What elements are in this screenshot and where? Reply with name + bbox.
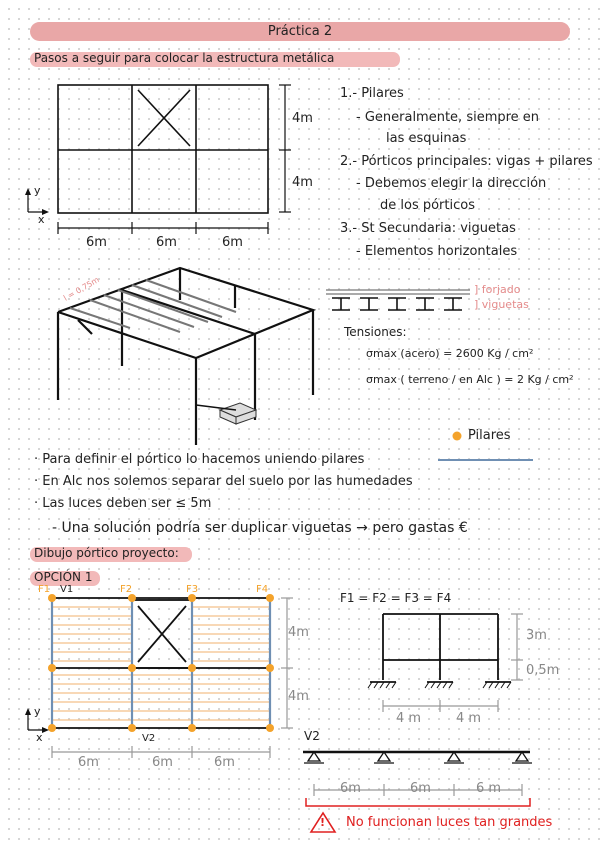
frame-dim-w2: 4 m <box>456 711 482 726</box>
step-2: 2.- Pórticos principales: vigas + pilares <box>340 154 593 169</box>
plan2-dim-w1: 6m <box>78 755 99 770</box>
pilar-label-f3: F3 <box>186 584 199 595</box>
plan2-dim-w2: 6m <box>152 755 173 770</box>
opcion-heading: OPCIÓN 1 <box>34 570 93 584</box>
step-3-detail-a: - Elementos horizontales <box>356 244 518 259</box>
pilar-label-f2: F2 <box>120 584 133 595</box>
step-1-detail-b: las esquinas <box>386 131 467 146</box>
legend-pilares-label: Pilares <box>468 428 511 443</box>
frame-dim-h1: 3m <box>526 628 547 643</box>
plan1-axis-y: y <box>34 184 41 197</box>
page-title: Práctica 2 <box>267 24 333 39</box>
note-1: · Para definir el pórtico lo hacemos uniendo pilares <box>34 452 365 467</box>
beam-dim-3: 6 m <box>476 781 502 796</box>
plan1-dim-w2: 6m <box>156 235 177 250</box>
warning-icon-glyph: ! <box>320 816 326 829</box>
plan2-dim-h1: 4m <box>288 625 309 640</box>
iso-spacing-label: l = 0,75m <box>62 275 101 303</box>
tensions-heading: Tensiones: <box>344 325 407 339</box>
step-2-detail-b: de los pórticos <box>380 198 475 213</box>
beam-label-v2: V2 <box>142 733 156 744</box>
beam-dim-1: 6m <box>340 781 361 796</box>
plan2-axis-x: x <box>36 731 43 744</box>
frame-dim-h2: 0,5m <box>526 663 560 678</box>
plan1-axis-x: x <box>38 213 45 226</box>
frame-dim-w1: 4 m <box>396 711 422 726</box>
plan2-dim-h2: 4m <box>288 689 309 704</box>
beam-label-v1: V1 <box>60 584 74 595</box>
plan1-dim-w3: 6m <box>222 235 243 250</box>
step-1-detail-a: - Generalmente, siempre en <box>356 110 540 125</box>
pilar-label-f1: F1 <box>38 584 51 595</box>
plan1-dim-w1: 6m <box>86 235 107 250</box>
pilar-label-f4: F4 <box>256 584 269 595</box>
page-subtitle: Pasos a seguir para colocar la estructura metálica <box>34 51 335 65</box>
plan1-dim-h1: 4m <box>292 111 313 126</box>
warning-text: No funcionan luces tan grandes <box>346 815 553 830</box>
note-4: - Una solución podría ser duplicar viguetas → pero gastas € <box>52 520 468 536</box>
plan2-axis-y: y <box>34 705 41 718</box>
note-2: · En Alc nos solemos separar del suelo por las humedades <box>34 474 413 489</box>
tension-terreno: σmax ( terreno / en Alc ) = 2 Kg / cm² <box>366 373 574 386</box>
dibujo-heading: Dibujo pórtico proyecto: <box>34 546 179 560</box>
plan2-dim-w3: 6m <box>214 755 235 770</box>
plan1-dim-h2: 4m <box>292 175 313 190</box>
viguetas-label: ] viguetas <box>474 298 529 311</box>
pilares-equation: F1 = F2 = F3 = F4 <box>340 591 452 605</box>
step-1: 1.- Pilares <box>340 86 404 101</box>
step-2-detail-a: - Debemos elegir la dirección <box>356 176 547 191</box>
beam-dim-2: 6m <box>410 781 431 796</box>
beam-v2-label: V2 <box>304 729 320 743</box>
step-3: 3.- St Secundaria: viguetas <box>340 221 516 236</box>
note-3: · Las luces deben ser ≤ 5m <box>34 496 212 511</box>
tension-acero: σmax (acero) = 2600 Kg / cm² <box>366 347 534 360</box>
forjado-label: ] forjado <box>474 283 521 296</box>
